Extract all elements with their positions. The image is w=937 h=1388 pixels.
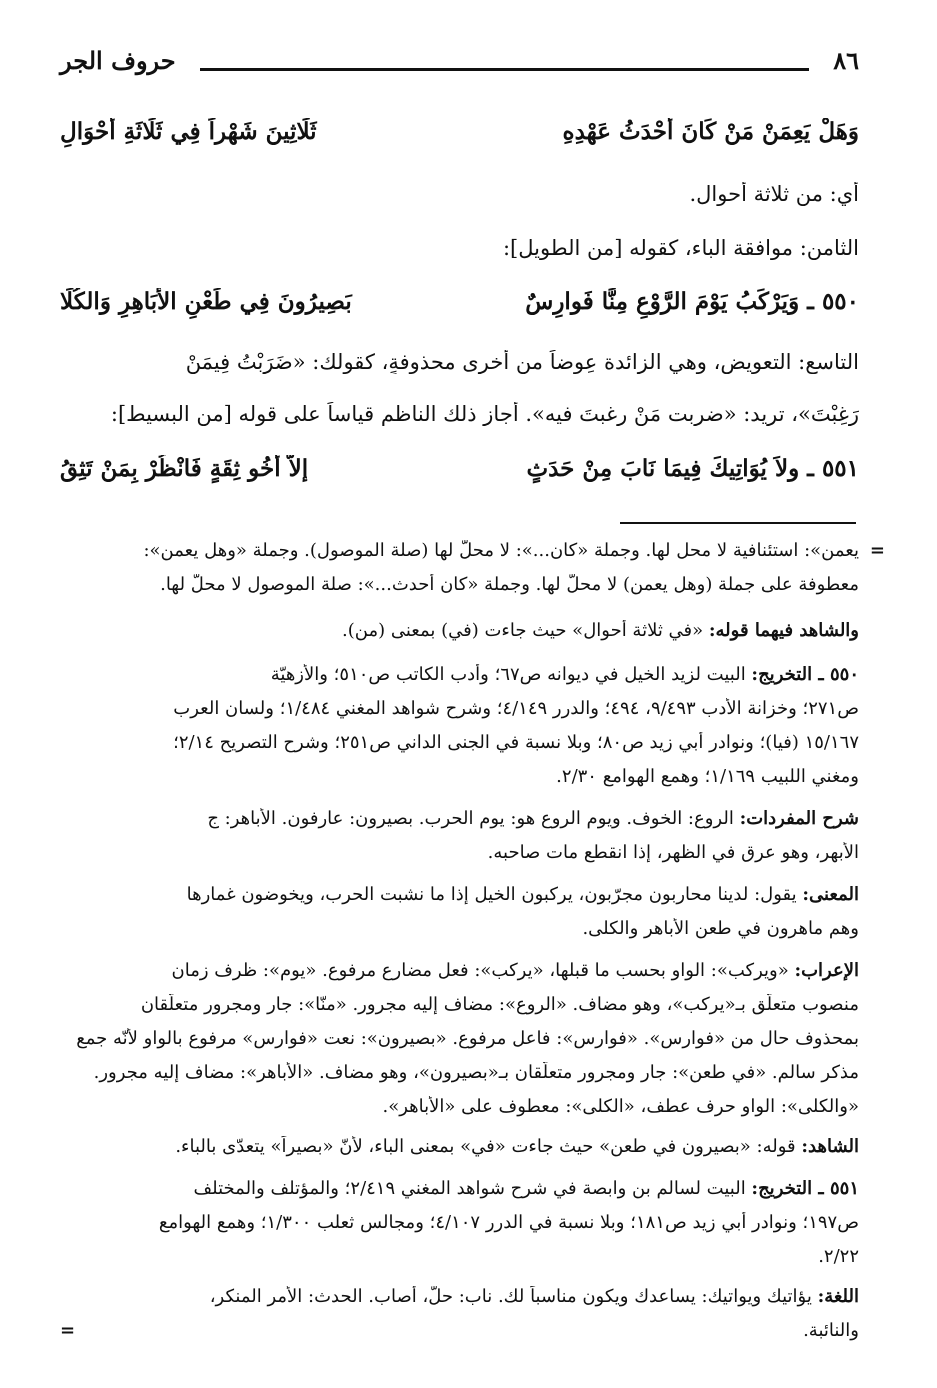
footnote-text: قوله: «بصيرون في طعن» حيث جاءت «في» بمعنى الباء، لأنّ «بصيراً» يتعدّى بالباء. — [175, 1136, 802, 1157]
footnote-separator — [620, 522, 856, 524]
footnote-text: البيت لزيد الخيل في ديوانه ص٦٧؛ وأدب الكاتب ص٥١٠؛ والأزهيّة — [270, 664, 752, 685]
footnote-line: مذكر سالم. «في طعن»: جار ومجرور متعلّقان بـ«بصيرون»، وهو مضاف. «الأباهر»: مضاف إليه مجرور. — [93, 1062, 859, 1083]
footnote-text: البيت لسالم بن وابصة في شرح شواهد المغني ٢/٤١٩؛ والمؤتلف والمختلف — [193, 1178, 752, 1199]
verse-550 — [60, 288, 859, 324]
verse-1-first-hemistich: وَهَلْ يَعِمَنْ مَنْ كَانَ أَحْدَثُ عَهْدِهِ — [562, 118, 859, 145]
footnote-heading: الإعراب: — [794, 960, 859, 981]
footnote-paragraph — [60, 1286, 859, 1307]
verse-550-second-hemistich: بَصِيرُونَ فِي طَعْنِ الأَبَاهِرِ وَالكُلَا — [60, 288, 352, 315]
footnote-line: ص٢٧١؛ وخزانة الأدب ٩/٤٩٣، ٤٩٤؛ والدرر ٤/١٤٩؛ وشرح شواهد المغني ١/٤٨٤؛ ولسان العرب — [173, 698, 859, 719]
footnote-paragraph — [60, 808, 859, 829]
footnote-text: يؤاتيك ويواتيك: يساعدك ويكون مناسباً لك. ناب: حلّ، أصاب. الحدث: الأمر المنكر، — [209, 1286, 818, 1307]
verse-551-second-hemistich: إلاَّ أَخُو ثِقَةٍ فَانْظُرْ بِمَنْ تَثِقُ — [60, 455, 309, 482]
footnote-heading: اللغة: — [817, 1286, 859, 1307]
footnote-line: بمحذوف حال من «فوارس». «فوارس»: فاعل مرفوع. «بصيرون»: نعت «فوارس» مرفوع بالواو لأنّه جمع — [76, 1028, 859, 1049]
end-marker: = — [60, 1320, 76, 1341]
footnote-line: منصوب متعلّق بـ«يركب»، وهو مضاف. «الروع»: مضاف إليه مجرور. «منّا»: جار ومجرور متعلّقان — [140, 994, 859, 1015]
footnote-line: معطوفة على جملة (وهل يعمن) لا محلّ لها. وجملة «كان أحدث...»: صلة الموصول لا محلّ لها. — [160, 574, 859, 595]
footnote-line: وهم ماهرون في طعن الأباهر والكلى. — [582, 918, 859, 939]
footnote-text: الروع: الخوف. ويوم الروع هو: يوم الحرب. بصيرون: عارفون. الأباهر: ج — [207, 808, 740, 829]
footnote-heading: المعنى: — [802, 884, 859, 905]
verse-550-first-hemistich: ٥٥٠ ـ وَيَرْكَبُ يَوْمَ الرَّوْعِ مِنَّا فَوارِسٌ — [525, 288, 859, 315]
page-number: ٨٦ — [833, 46, 859, 75]
running-title: حروف الجر — [60, 46, 176, 75]
footnote-paragraph — [60, 960, 859, 981]
footnote-heading: الشاهد: — [801, 1136, 859, 1157]
footnote-text: «في ثلاثة أحوال» حيث جاءت (في) بمعنى (من). — [342, 620, 709, 641]
footnote-line: ص١٩٧؛ ونوادر أبي زيد ص١٨١؛ وبلا نسبة في الدرر ٤/١٠٧؛ ومجالس ثعلب ١/٣٠٠؛ وهمع الهوامع — [158, 1212, 859, 1233]
verse-1-second-hemistich: ثَلَاثِينَ شَهْراً فِي ثَلَاثَةِ أَحْوَالِ — [60, 118, 317, 145]
footnote-heading: شرح المفردات: — [739, 808, 859, 829]
footnote-paragraph — [60, 620, 859, 641]
footnote-paragraph — [60, 884, 859, 905]
footnote-heading: ٥٥١ ـ التخريج: — [751, 1178, 859, 1199]
footnote-line: والنائبة. — [803, 1320, 859, 1341]
footnote-text: «ويركب»: الواو بحسب ما قبلها، «يركب»: فعل مضارع مرفوع. «يوم»: ظرف زمان — [171, 960, 795, 981]
footnote-text: يقول: لدينا محاربون مجرّبون، يركبون الخيل إذا ما نشبت الحرب، ويخوضون غمارها — [186, 884, 803, 905]
footnote-paragraph — [60, 664, 859, 685]
footnote-paragraph — [60, 1178, 859, 1199]
text-line: أي: من ثلاثة أحوال. — [689, 182, 859, 206]
footnote-line: ٢/٢٢. — [818, 1246, 859, 1267]
footnote-heading: والشاهد فيهما قوله: — [708, 620, 859, 641]
verse-1 — [60, 118, 859, 154]
continuation-marker: = — [869, 540, 885, 561]
text-line: رَغِبْتَ»، تريد: «ضربت مَنْ رغبتَ فيه». أجاز ذلك الناظم قياساً على قوله [من البسيط]: — [110, 402, 859, 426]
footnote-line: ١٥/١٦٧ (فيا)؛ ونوادر أبي زيد ص٨٠؛ وبلا نسبة في الجنى الداني ص٢٥١؛ وشرح التصريح ٢/١٤؛ — [173, 732, 859, 753]
footnote-line: ومغني اللبيب ١/١٦٩؛ وهمع الهوامع ٢/٣٠. — [556, 766, 859, 787]
footnote-paragraph — [60, 1136, 859, 1157]
verse-551 — [60, 455, 859, 491]
footnote-line: الأبهر، وهو عرق في الظهر، إذا انقطع مات صاحبه. — [487, 842, 859, 863]
footnote-line: «والكلى»: الواو حرف عطف، «الكلى»: معطوف على «الأباهر». — [382, 1096, 859, 1117]
footnote-line: يعمن»: استئنافية لا محل لها. وجملة «كان...»: لا محلّ لها (صلة الموصول). وجملة «وهل يعمن»: — [143, 540, 859, 561]
verse-551-first-hemistich: ٥٥١ ـ ولاَ يُوَاتِيكَ فِيمَا نَابَ مِنْ حَدَثٍ — [526, 455, 859, 482]
text-line: التاسع: التعويض، وهي الزائدة عِوضاً من أخرى محذوفةٍ، كقولك: «ضَرَبْتُ فِيمَنْ — [185, 350, 859, 374]
header-rule — [200, 68, 809, 71]
text-line: الثامن: موافقة الباء، كقوله [من الطويل]: — [502, 236, 859, 260]
footnote-heading: ٥٥٠ ـ التخريج: — [751, 664, 859, 685]
